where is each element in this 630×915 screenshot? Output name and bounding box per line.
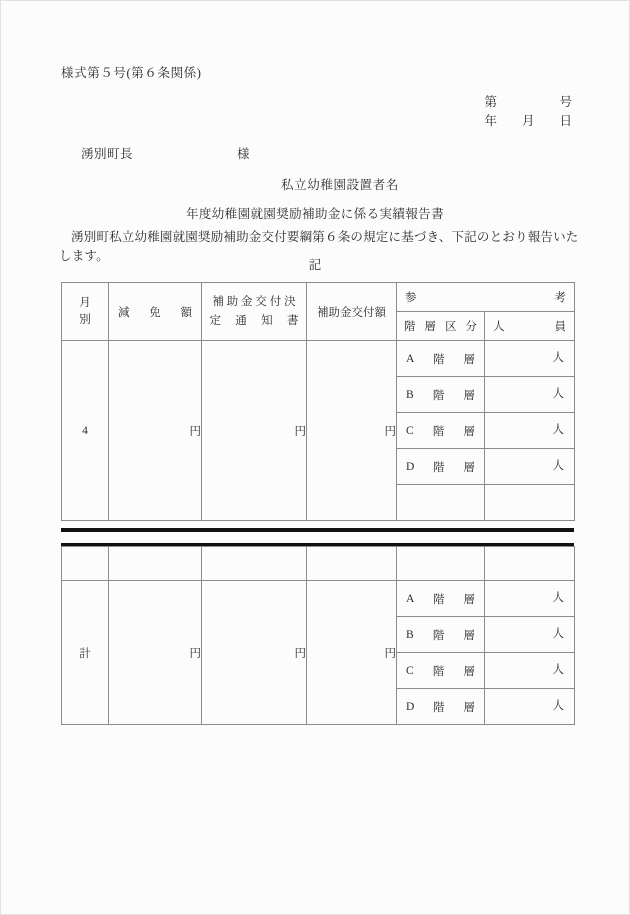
cell-total-decision-notice-amount[interactable]: 円 bbox=[202, 581, 307, 725]
report-table-monthly bbox=[61, 282, 575, 521]
cell-persons[interactable]: 人 bbox=[485, 413, 575, 449]
spacer-cell bbox=[202, 547, 307, 581]
header-month: 月 別 bbox=[62, 283, 109, 341]
table-spacer-row bbox=[62, 547, 575, 581]
body-paragraph: 湧別町私立幼稚園就園奨励補助金交付要綱第６条の規定に基づき、下記のとおり報告いたします。 bbox=[59, 230, 579, 263]
cell-persons[interactable]: 人 bbox=[485, 341, 575, 377]
omission-rule-top bbox=[61, 528, 574, 532]
cell-class-division: D 階 層 bbox=[397, 689, 485, 725]
header-decision-notice: 補 助 金 交 付 決 定 通 知 書 bbox=[202, 283, 307, 341]
submitter-label: 私立幼稚園設置者名 bbox=[281, 178, 399, 192]
ki-marker: 記 bbox=[308, 258, 322, 272]
cell-persons[interactable]: 人 bbox=[485, 617, 575, 653]
table-header-row bbox=[62, 283, 575, 312]
cell-class-division: B 階 層 bbox=[397, 377, 485, 413]
header-granted-amount: 補助金交付額 bbox=[307, 283, 397, 341]
cell-persons[interactable]: 人 bbox=[485, 653, 575, 689]
cell-decision-notice-amount[interactable]: 円 bbox=[202, 341, 307, 521]
row-label-month: 4 bbox=[62, 341, 109, 521]
cell-total-granted-amount[interactable]: 円 bbox=[307, 581, 397, 725]
cell-persons-empty[interactable] bbox=[485, 485, 575, 521]
cell-granted-amount[interactable]: 円 bbox=[307, 341, 397, 521]
header-reduction-amount: 減 免 額 bbox=[109, 283, 202, 341]
document-number-line: 第 号 bbox=[484, 95, 572, 109]
cell-class-division: C 階 層 bbox=[397, 413, 485, 449]
cell-total-reduction-amount[interactable]: 円 bbox=[109, 581, 202, 725]
spacer-cell bbox=[397, 547, 485, 581]
header-reference: 参 考 bbox=[397, 283, 575, 312]
form-number: 様式第５号(第６条関係) bbox=[61, 66, 202, 80]
report-table-total bbox=[61, 546, 575, 725]
cell-class-division: D 階 層 bbox=[397, 449, 485, 485]
table-row bbox=[62, 581, 575, 617]
spacer-cell bbox=[485, 547, 575, 581]
spacer-cell bbox=[62, 547, 109, 581]
cell-class-division: B 階 層 bbox=[397, 617, 485, 653]
document-date-line: 年 月 日 bbox=[484, 114, 572, 128]
cell-class-division: C 階 層 bbox=[397, 653, 485, 689]
cell-persons[interactable]: 人 bbox=[485, 449, 575, 485]
cell-persons[interactable]: 人 bbox=[485, 377, 575, 413]
spacer-cell bbox=[307, 547, 397, 581]
cell-class-division: A 階 層 bbox=[397, 341, 485, 377]
document-meta bbox=[484, 93, 572, 131]
row-label-total: 計 bbox=[62, 581, 109, 725]
header-class-division: 階 層 区 分 bbox=[397, 312, 485, 341]
cell-persons[interactable]: 人 bbox=[485, 581, 575, 617]
cell-persons[interactable]: 人 bbox=[485, 689, 575, 725]
page-title: 年度幼稚園就園奨励補助金に係る実績報告書 bbox=[185, 207, 444, 221]
cell-reduction-amount[interactable]: 円 bbox=[109, 341, 202, 521]
header-persons: 人 員 bbox=[485, 312, 575, 341]
spacer-cell bbox=[109, 547, 202, 581]
cell-class-division: A 階 層 bbox=[397, 581, 485, 617]
table-row bbox=[62, 341, 575, 377]
cell-class-division-empty[interactable] bbox=[397, 485, 485, 521]
addressee-line: 湧別町長 様 bbox=[81, 147, 251, 161]
